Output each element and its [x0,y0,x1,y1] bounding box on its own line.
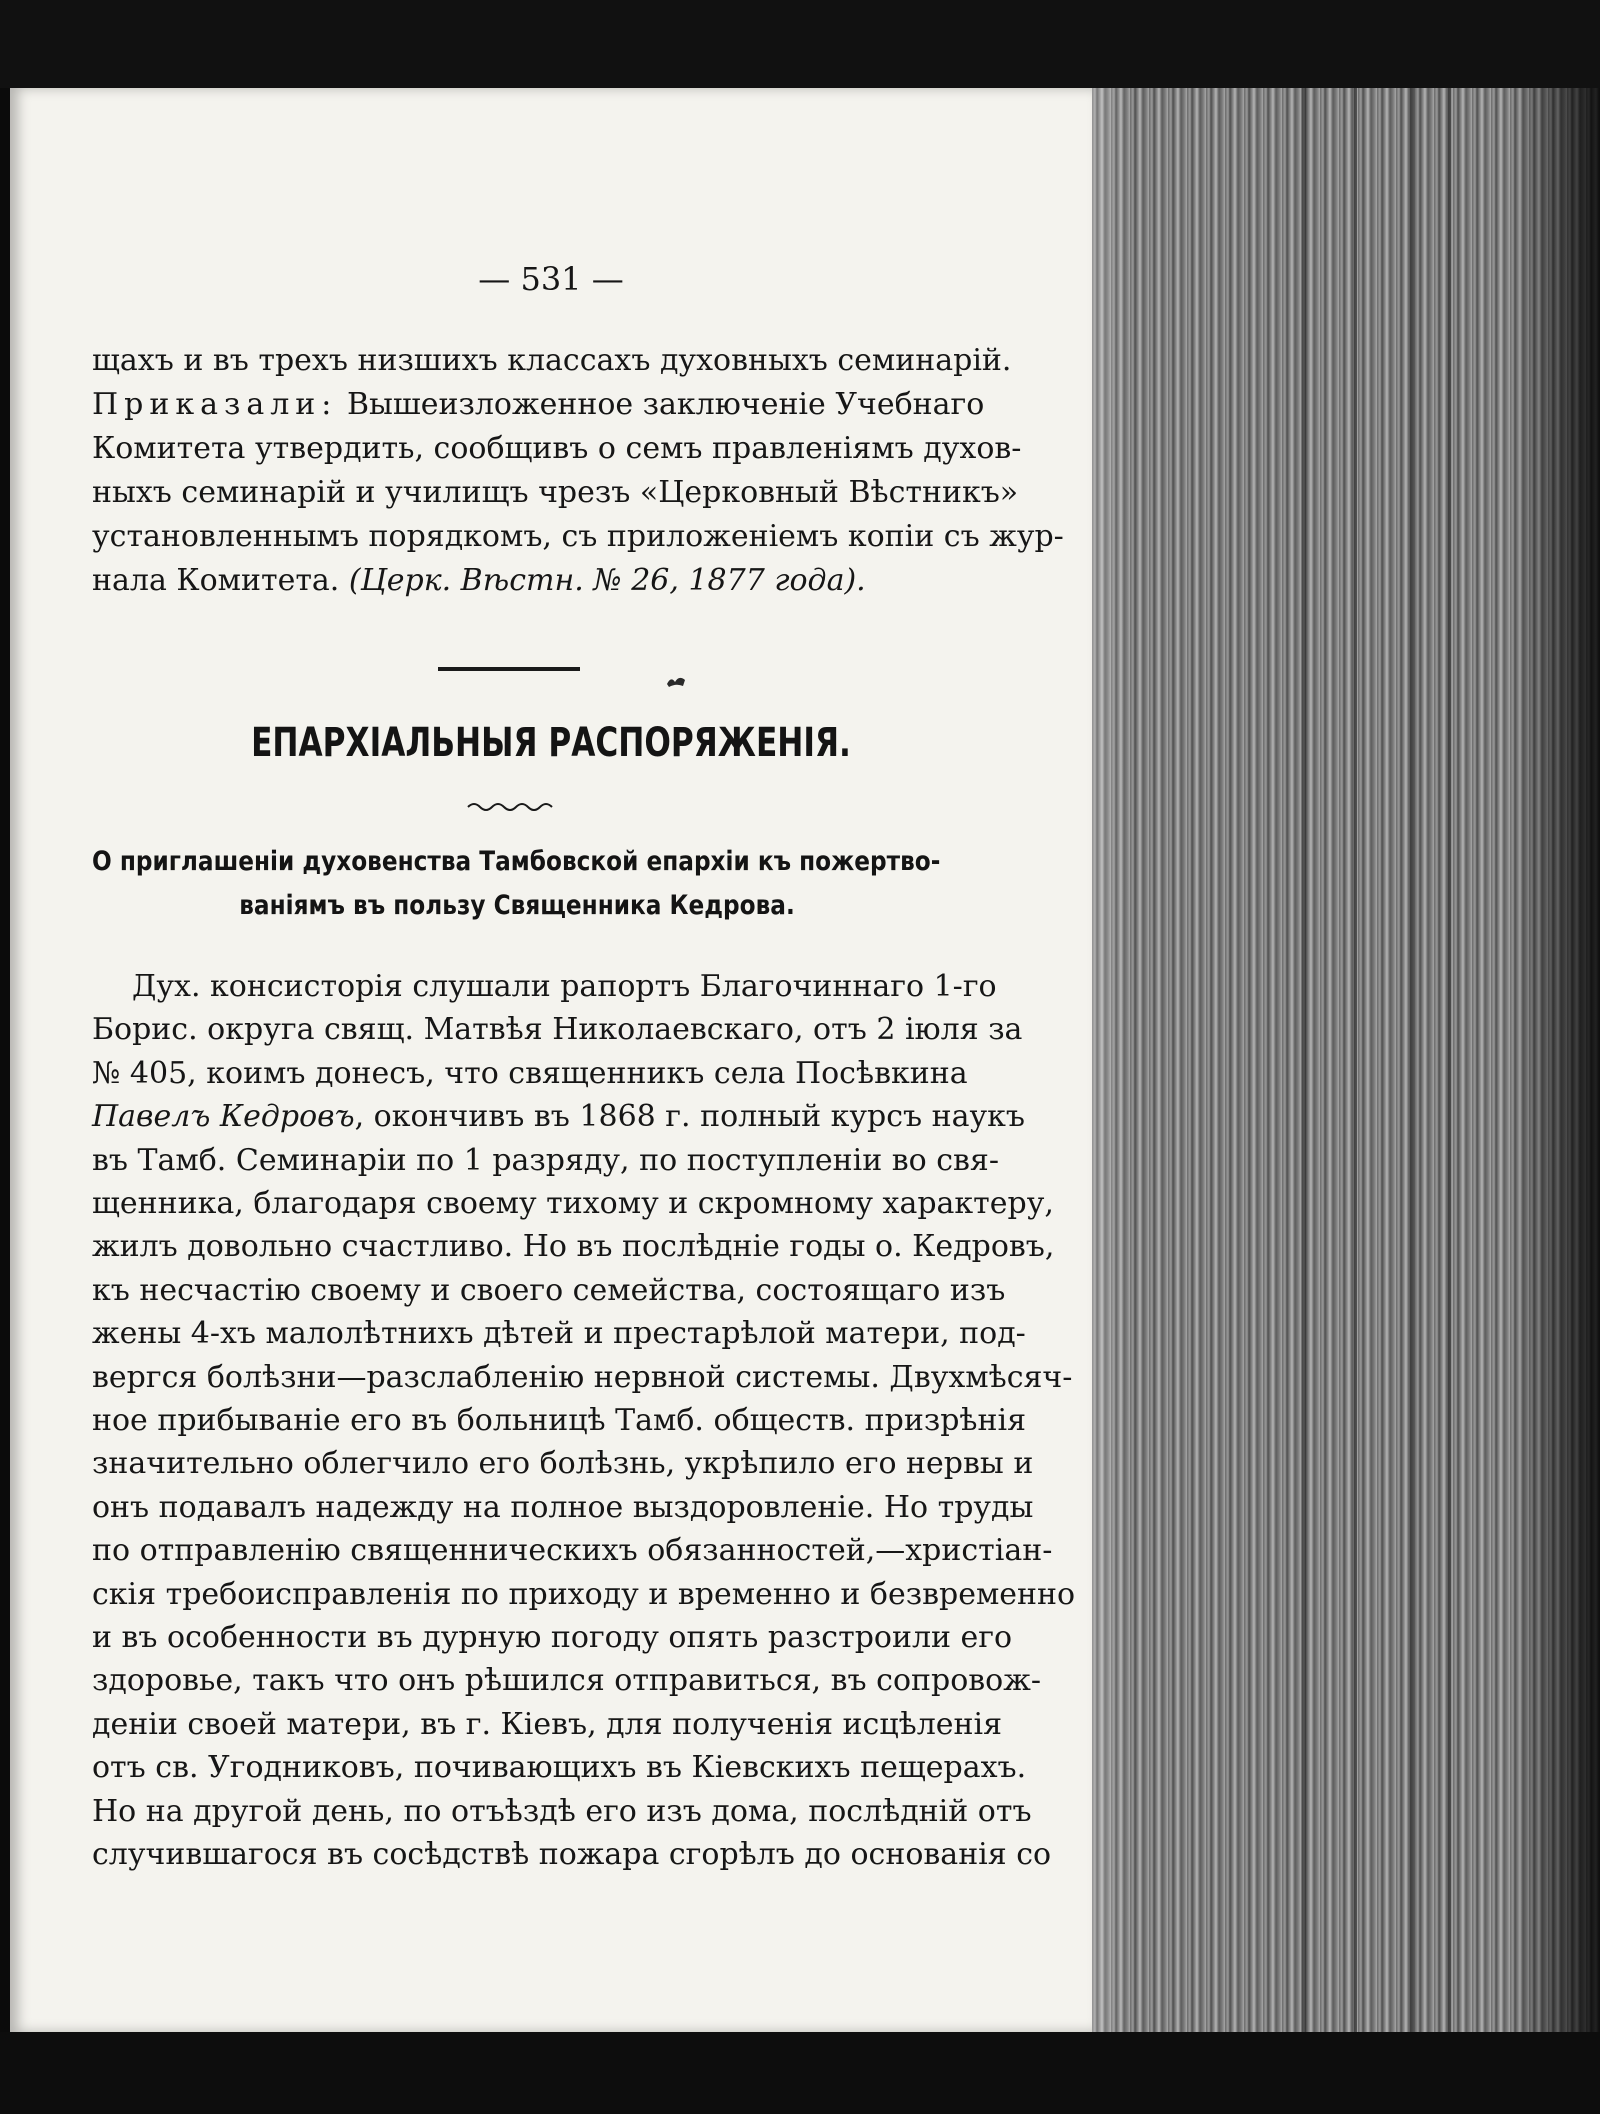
book-page [10,88,1092,2032]
text-line: нала Комитета. (Церк. Вѣстн. № 26, 1877 года). [92,563,866,598]
text-line: деніи своей матери, въ г. Кіевъ, для полученія исцѣленія [92,1706,1003,1742]
scan-bottom-margin [0,2032,1600,2114]
separator-rule [438,667,580,671]
text-line: Павелъ Кедровъ, окончивъ въ 1868 г. полный курсъ наукъ [92,1099,1025,1135]
wavy-ornament-icon [466,799,556,811]
scan-top-margin [0,0,1600,88]
section-heading: ЕПАРХІАЛЬНЫЯ РАСПОРЯЖЕНІЯ. [251,720,851,766]
text-line: по отправленію священническихъ обязанностей,—христіан- [92,1533,1053,1569]
text-line: онъ подавалъ надежду на полное выздоровленіе. Но труды [92,1489,1034,1525]
book-page-edges [1092,88,1600,2032]
text-line: жены 4-хъ малолѣтнихъ дѣтей и престарѣлой матери, под- [92,1316,1026,1352]
text-line: Борис. округа свящ. Матвѣя Николаевскаго, отъ 2 іюля за [92,1012,1023,1048]
text-line: и въ особенности въ дурную погоду опять разстроили его [92,1620,1013,1655]
text-line: въ Тамб. Семинаріи по 1 разряду, по поступленіи во свя- [92,1142,999,1178]
text-line: случившагося въ сосѣдствѣ пожара сгорѣлъ до основанія со [92,1837,1052,1872]
text-line: жилъ довольно счастливо. Но въ послѣдніе годы о. Кедровъ, [92,1229,1055,1265]
page-number: — 531 — [478,260,624,298]
text-line: здоровье, такъ что онъ рѣшился отправиться, въ сопровож- [92,1663,1041,1699]
text-line: Но на другой день, по отъѣздѣ его изъ дома, послѣдній отъ [92,1793,1032,1829]
article-title-line: ваніямъ въ пользу Священника Кедрова. [239,890,795,921]
text-line: отъ св. Угодниковъ, почивающихъ въ Кіевскихъ пещерахъ. [92,1750,1027,1786]
text-line: Дух. консисторія слушали рапортъ Благочиннаго 1-го [132,969,997,1004]
text-line: вергся болѣзни—разслабленію нервной системы. Двухмѣсяч- [92,1359,1073,1395]
text-line: скія требоисправленія по приходу и временно и безвременно [92,1576,1076,1612]
article-title-line: О приглашеніи духовенства Тамбовской епархіи къ пожертво- [92,846,941,877]
text-line: значительно облегчило его болѣзнь, укрѣпило его нервы и [92,1446,1034,1482]
text-line: № 405, коимъ донесъ, что священникъ села Посѣвкина [92,1055,968,1091]
text-line: Приказали: Вышеизложенное заключеніе Учебнаго [92,387,985,422]
text-line: щахъ и въ трехъ низшихъ классахъ духовныхъ семинарій. [92,343,1012,378]
text-line: щенника, благодаря своему тихому и скромному характеру, [92,1186,1054,1221]
ink-blot-icon [665,674,687,688]
text-line: Комитета утвердить, сообщивъ о семъ правленіямъ духов- [92,431,1022,466]
article-title [92,840,942,928]
text-line: установленнымъ порядкомъ, съ приложеніемъ копіи съ жур- [92,519,1064,554]
text-line: ныхъ семинарій и училищъ чрезъ «Церковный Вѣстникъ» [92,475,1019,510]
text-line: ное прибываніе его въ больницѣ Тамб. обществ. призрѣнія [92,1403,1026,1438]
text-line: къ несчастію своему и своего семейства, состоящаго изъ [92,1272,1006,1308]
